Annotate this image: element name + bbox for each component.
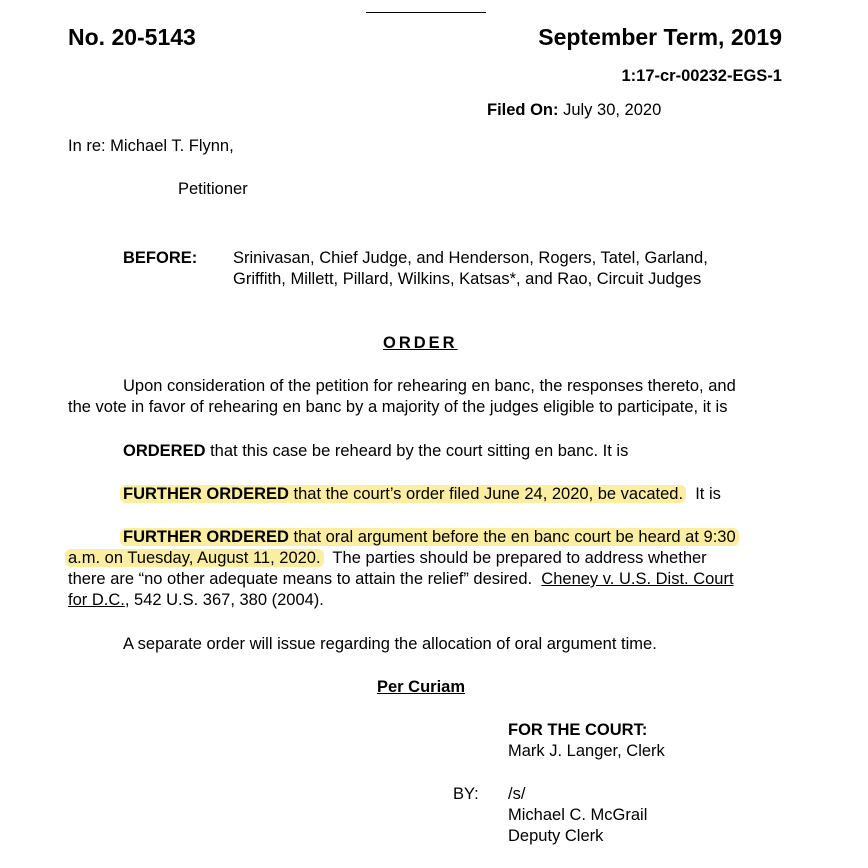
per-curiam: Per Curiam (377, 678, 466, 696)
ordered-text: that this case be reheard by the court sitting en banc. It is (205, 442, 629, 460)
by-label: BY: (453, 785, 479, 803)
separate-order-paragraph: A separate order will issue regarding the allocation of oral argument time. (123, 635, 657, 653)
further-ordered-argument-line-4 (68, 590, 324, 611)
term-heading: September Term, 2019 (538, 24, 782, 50)
further-ordered-keyword-2: FURTHER ORDERED (123, 528, 289, 546)
vacate-tail: It is (686, 485, 721, 503)
in-re-caption: In re: Michael T. Flynn, (68, 137, 234, 155)
judges-line-2: Griffith, Millett, Pillard, Wilkins, Katsas*, and Rao, Circuit Judges (233, 270, 702, 288)
order-paragraph-1-line-2: the vote in favor of rehearing en banc by a majority of the judges eligible to participate, it is (68, 398, 728, 416)
for-the-court: FOR THE COURT: (508, 721, 648, 739)
vacate-text: that the court’s order filed June 24, 2020, be vacated. (288, 485, 684, 503)
filed-on (487, 100, 661, 121)
signature-mark: /s/ (508, 785, 526, 803)
deputy-clerk-name: Michael C. McGrail (508, 806, 648, 824)
top-rule (366, 12, 486, 13)
further-ordered-argument-line-1 (120, 527, 739, 548)
argument-text-2: The parties should be prepared to address whether (323, 549, 707, 567)
further-ordered-argument-line-2 (65, 548, 707, 569)
filed-date: July 30, 2020 (563, 101, 662, 119)
highlight-vacate (120, 485, 686, 503)
highlight-argument-line-1 (120, 528, 739, 546)
citation-reporter: , 542 U.S. 367, 380 (2004). (124, 591, 324, 609)
case-citation-part-1: Cheney v. U.S. Dist. Court (541, 570, 734, 588)
further-ordered-vacate (120, 484, 721, 505)
case-number: No. 20-5143 (68, 24, 196, 50)
highlight-argument-date: a.m. on Tuesday, August 11, 2020. (65, 549, 324, 567)
argument-text-3: there are “no other adequate means to attain the relief” desired. (68, 570, 542, 588)
order-paragraph-1-line-1: Upon consideration of the petition for rehearing en banc, the responses thereto, and (123, 377, 736, 395)
deputy-clerk-title: Deputy Clerk (508, 827, 604, 845)
argument-text-1: that oral argument before the en banc court be heard at 9:30 (288, 528, 736, 546)
ordered-keyword: ORDERED (123, 442, 206, 460)
order-title: ORDER (383, 334, 458, 352)
case-citation-part-2: for D.C. (68, 591, 125, 609)
ordered-paragraph (123, 441, 628, 462)
judges-line-1: Srinivasan, Chief Judge, and Henderson, Rogers, Tatel, Garland, (233, 249, 708, 267)
before-label: BEFORE: (123, 249, 198, 267)
docket-number: 1:17-cr-00232-EGS-1 (621, 67, 782, 85)
petitioner-label: Petitioner (178, 180, 248, 198)
further-ordered-keyword: FURTHER ORDERED (123, 485, 289, 503)
further-ordered-argument-line-3 (68, 569, 734, 590)
clerk-name: Mark J. Langer, Clerk (508, 742, 665, 760)
filed-label: Filed On: (487, 101, 559, 119)
